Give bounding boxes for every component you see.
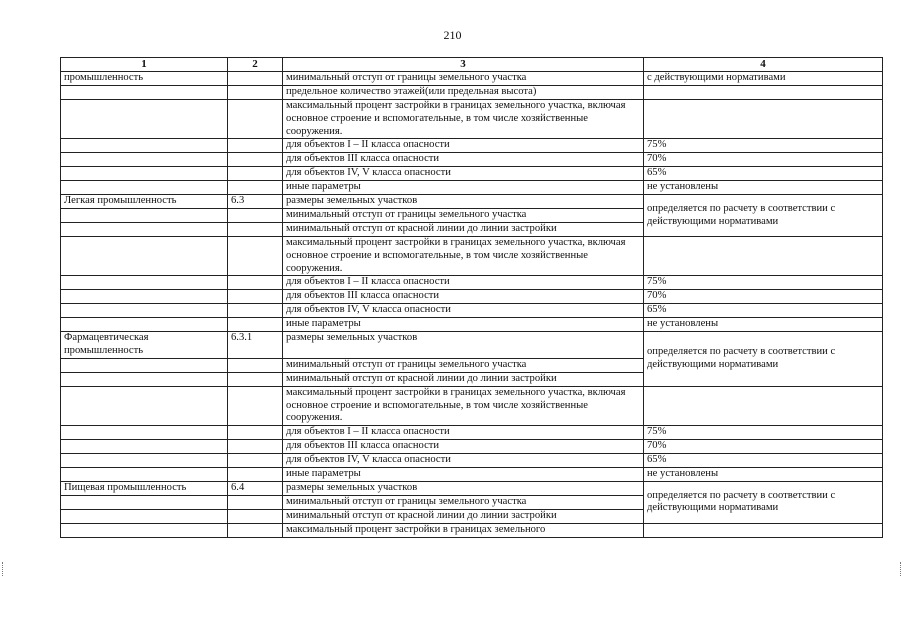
group-name-cell [61, 439, 228, 453]
table-row [61, 425, 883, 439]
group-code-cell [228, 86, 283, 100]
header-row [61, 58, 883, 72]
value-cell: определяется по расчету в соответствии с действующими нормативами [644, 481, 883, 523]
group-code-cell [228, 139, 283, 153]
column-header-2: 2 [228, 58, 283, 72]
group-code-cell [228, 167, 283, 181]
parameter-cell: минимальный отступ от красной линии до линии застройки [283, 509, 644, 523]
group-code-cell: 6.3.1 [228, 332, 283, 358]
group-name-cell [61, 495, 228, 509]
value-cell: определяется по расчету в соответствии с действующими нормативами [644, 332, 883, 386]
group-code-cell [228, 237, 283, 276]
group-name-cell [61, 318, 228, 332]
table-row [61, 139, 883, 153]
table-body [61, 72, 883, 538]
group-code-cell [228, 100, 283, 139]
group-code-cell [228, 304, 283, 318]
value-cell [644, 86, 883, 100]
parameter-cell: минимальный отступ от границы земельного участка [283, 358, 644, 372]
parameter-cell: максимальный процент застройки в границах земельного участка, включая основное строение и вспомогательные, в том числе хозяйственные сооружения. [283, 386, 644, 425]
table-row [61, 318, 883, 332]
value-cell: 65% [644, 453, 883, 467]
parameter-cell: для объектов IV, V класса опасности [283, 167, 644, 181]
value-cell [644, 386, 883, 425]
group-name-cell [61, 304, 228, 318]
group-code-cell [228, 467, 283, 481]
table-row [61, 467, 883, 481]
page-number: 210 [443, 28, 462, 42]
parameter-cell: размеры земельных участков [283, 481, 644, 495]
group-name-cell [61, 181, 228, 195]
table-row [61, 290, 883, 304]
column-header-1: 1 [61, 58, 228, 72]
group-code-cell [228, 318, 283, 332]
group-code-cell: 6.4 [228, 481, 283, 495]
group-code-cell [228, 495, 283, 509]
table-row [61, 153, 883, 167]
value-cell: 75% [644, 425, 883, 439]
parameter-cell: минимальный отступ от границы земельного участка [283, 495, 644, 509]
group-name-cell [61, 209, 228, 223]
parameter-cell: минимальный отступ от красной линии до линии застройки [283, 372, 644, 386]
parameter-cell: для объектов III класса опасности [283, 439, 644, 453]
group-name-cell [61, 358, 228, 372]
group-code-cell [228, 425, 283, 439]
group-code-cell: 6.3 [228, 195, 283, 209]
group-name-cell [61, 100, 228, 139]
table-row [61, 332, 883, 358]
regulations-table [60, 57, 883, 538]
table-row [61, 453, 883, 467]
group-name-cell [61, 425, 228, 439]
group-code-cell [228, 72, 283, 86]
parameter-cell: размеры земельных участков [283, 195, 644, 209]
parameter-cell: для объектов I – II класса опасности [283, 276, 644, 290]
parameter-cell: минимальный отступ от границы земельного участка [283, 72, 644, 86]
group-name-cell: Пищевая промышленность [61, 481, 228, 495]
table-row [61, 86, 883, 100]
value-cell: определяется по расчету в соответствии с действующими нормативами [644, 195, 883, 237]
parameter-cell: минимальный отступ от красной линии до линии застройки [283, 223, 644, 237]
group-name-cell [61, 167, 228, 181]
parameter-cell: иные параметры [283, 181, 644, 195]
parameter-cell: иные параметры [283, 318, 644, 332]
table-row [61, 276, 883, 290]
table-row [61, 439, 883, 453]
group-name-cell [61, 453, 228, 467]
table-row [61, 386, 883, 425]
group-name-cell [61, 372, 228, 386]
parameter-cell: минимальный отступ от границы земельного участка [283, 209, 644, 223]
parameter-cell: размеры земельных участков [283, 332, 644, 358]
group-code-cell [228, 523, 283, 537]
group-code-cell [228, 181, 283, 195]
left-margin-mark [2, 562, 5, 576]
value-cell: 70% [644, 439, 883, 453]
group-code-cell [228, 439, 283, 453]
group-name-cell [61, 467, 228, 481]
value-cell: не установлены [644, 318, 883, 332]
parameter-cell: для объектов I – II класса опасности [283, 425, 644, 439]
value-cell: 75% [644, 276, 883, 290]
group-code-cell [228, 276, 283, 290]
value-cell: не установлены [644, 181, 883, 195]
group-name-cell [61, 153, 228, 167]
value-cell: 65% [644, 167, 883, 181]
group-name-cell [61, 509, 228, 523]
group-code-cell [228, 223, 283, 237]
group-name-cell [61, 86, 228, 100]
group-name-cell [61, 276, 228, 290]
group-code-cell [228, 453, 283, 467]
table-row [61, 100, 883, 139]
group-name-cell: Фармацевтическая промышленность [61, 332, 228, 358]
parameter-cell: для объектов III класса опасности [283, 153, 644, 167]
value-cell: 65% [644, 304, 883, 318]
table-row [61, 181, 883, 195]
group-code-cell [228, 358, 283, 372]
table-row [61, 481, 883, 495]
value-cell: 75% [644, 139, 883, 153]
group-code-cell [228, 153, 283, 167]
column-header-4: 4 [644, 58, 883, 72]
group-name-cell [61, 386, 228, 425]
group-code-cell [228, 290, 283, 304]
table-row [61, 523, 883, 537]
parameter-cell: для объектов IV, V класса опасности [283, 453, 644, 467]
parameter-cell: предельное количество этажей(или предельная высота) [283, 86, 644, 100]
group-name-cell: Легкая промышленность [61, 195, 228, 209]
table-row [61, 195, 883, 209]
parameter-cell: для объектов IV, V класса опасности [283, 304, 644, 318]
group-code-cell [228, 509, 283, 523]
group-name-cell [61, 523, 228, 537]
parameter-cell: максимальный процент застройки в границах земельного [283, 523, 644, 537]
table-row [61, 304, 883, 318]
value-cell [644, 100, 883, 139]
group-name-cell [61, 223, 228, 237]
value-cell [644, 237, 883, 276]
parameter-cell: иные параметры [283, 467, 644, 481]
value-cell: не установлены [644, 467, 883, 481]
group-code-cell [228, 209, 283, 223]
parameter-cell: максимальный процент застройки в границах земельного участка, включая основное строение и вспомогательные, в том числе хозяйственные сооружения. [283, 100, 644, 139]
group-name-cell [61, 139, 228, 153]
group-code-cell [228, 386, 283, 425]
value-cell [644, 523, 883, 537]
column-header-3: 3 [283, 58, 644, 72]
table-row [61, 167, 883, 181]
table-row [61, 237, 883, 276]
value-cell: 70% [644, 153, 883, 167]
parameter-cell: максимальный процент застройки в границах земельного участка, включая основное строение и вспомогательные, в том числе хозяйственные сооружения. [283, 237, 644, 276]
value-cell: с действующими нормативами [644, 72, 883, 86]
parameter-cell: для объектов I – II класса опасности [283, 139, 644, 153]
right-margin-mark [900, 562, 903, 576]
value-cell: 70% [644, 290, 883, 304]
parameter-cell: для объектов III класса опасности [283, 290, 644, 304]
group-code-cell [228, 372, 283, 386]
group-name-cell [61, 290, 228, 304]
group-name-cell [61, 237, 228, 276]
group-name-cell: промышленность [61, 72, 228, 86]
table-row [61, 72, 883, 86]
